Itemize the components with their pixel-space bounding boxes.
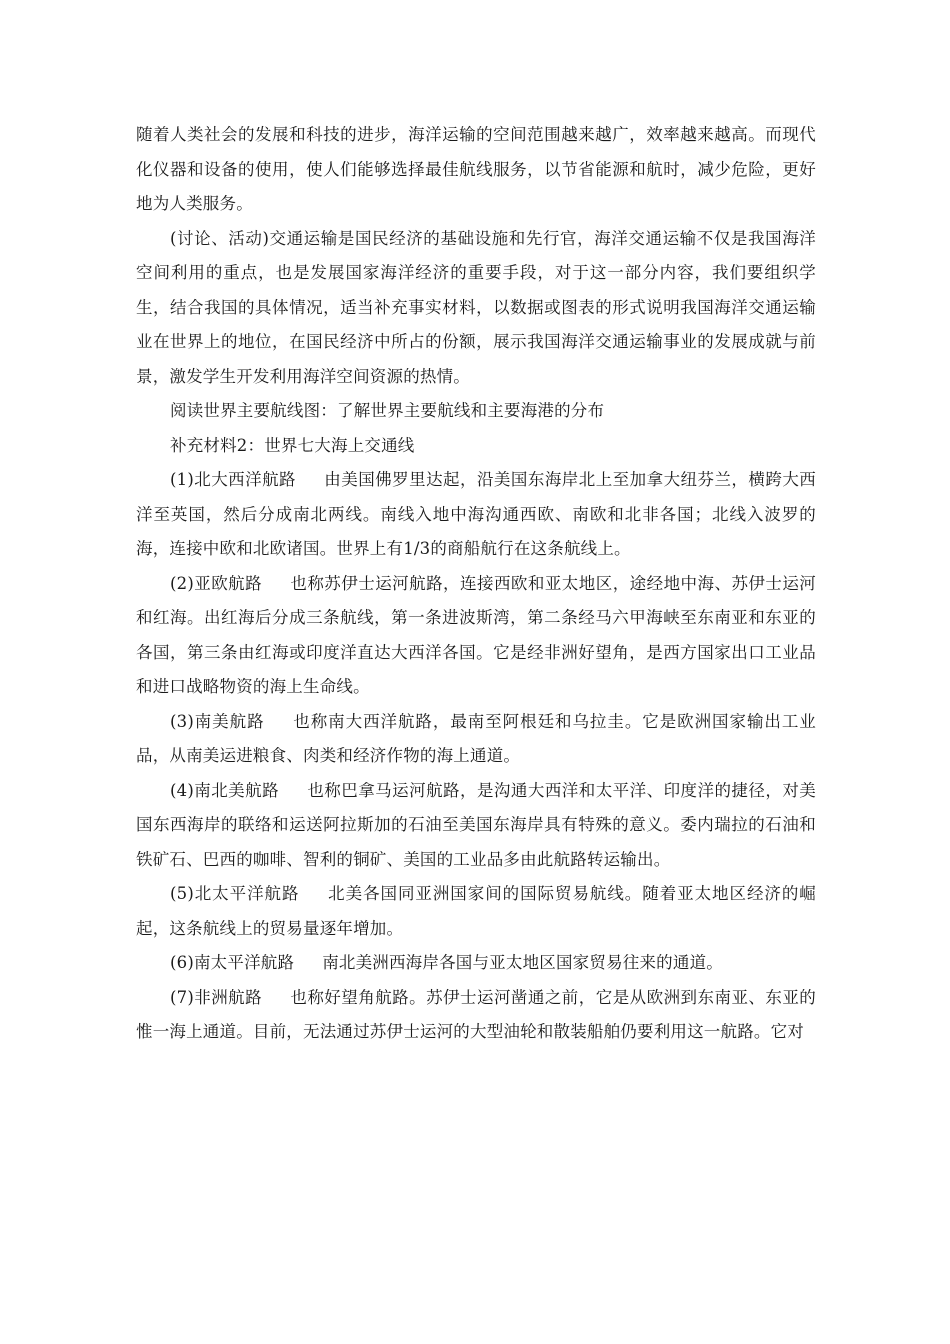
route-description: 南北美洲西海岸各国与亚太地区国家贸易往来的通道。: [322, 953, 723, 972]
route-description: 由美国佛罗里达起，沿美国东海岸北上至加拿大纽芬兰，横跨大西洋至英国，然后分成南北两线。南线入地中海沟通西欧、南欧和北非各国；北线入波罗的海，连接中欧和北欧诸国。世界上有1/3的商船航行在这条航线上。: [136, 470, 816, 558]
route-description: 也称好望角航路。苏伊士运河凿通之前，它是从欧洲到东南亚、东亚的惟一海上通道。目前，无法通过苏伊士运河的大型油轮和散装船舶仍要利用这一航路。它对: [136, 987, 817, 1041]
route-paragraph-south-america: [136, 705, 816, 774]
route-title: (6)南太平洋航路: [170, 953, 295, 972]
document-body: [136, 118, 816, 1050]
route-description: 北美各国同亚洲国家间的国际贸易航线。随着亚太地区经济的崛起，这条航线上的贸易量逐年增加。: [136, 884, 816, 938]
route-title: (5)北太平洋航路: [170, 884, 300, 903]
paragraph-intro: 随着人类社会的发展和科技的进步，海洋运输的空间范围越来越广，效率越来越高。而现代化仪器和设备的使用，使人们能够选择最佳航线服务，以节省能源和航时，减少危险，更好地为人类服务。: [136, 125, 816, 213]
paragraph-supplement-heading: 补充材料2：世界七大海上交通线: [170, 435, 415, 455]
paragraph-discussion: (讨论、活动)交通运输是国民经济的基础设施和先行官，海洋交通运输不仅是我国海洋空间利用的重点，也是发展国家海洋经济的重要手段，对于这一部分内容，我们要组织学生，结合我国的具体情况，适当补充事实材料，以数据或图表的形式说明我国海洋交通运输业在世界上的地位，在国民经济中所占的份额，展示我国海洋交通运输事业的发展成就与前景，激发学生开发利用海洋空间资源的热情。: [136, 228, 816, 386]
route-paragraph-north-south-america: [136, 774, 816, 878]
route-title: (7)非洲航路: [170, 987, 263, 1007]
route-title: (2)亚欧航路: [170, 573, 263, 593]
route-description: 也称巴拿马运河航路，是沟通大西洋和太平洋、印度洋的捷径，对美国东西海岸的联络和运送阿拉斯加的石油至美国东海岸具有特殊的意义。委内瑞拉的石油和铁矿石、巴西的咖啡、智利的铜矿、美国的工业品多由此航路转运输出。: [136, 780, 816, 869]
route-title: (1)北大西洋航路: [170, 470, 297, 489]
route-description: 也称苏伊士运河航路，连接西欧和亚太地区，途经地中海、苏伊士运河和红海。出红海后分成三条航线，第一条进波斯湾，第二条经马六甲海峡至东南亚和东亚的各国，第三条由红海或印度洋直达大西洋各国。它是经非洲好望角，是西方国家出口工业品和进口战略物资的海上生命线。: [136, 573, 817, 696]
route-paragraph-north-atlantic: [136, 463, 816, 567]
route-paragraph-south-pacific: [136, 946, 816, 981]
paragraph-read-map: 阅读世界主要航线图：了解世界主要航线和主要海港的分布: [170, 401, 605, 420]
route-title: (3)南美航路: [170, 711, 265, 731]
route-paragraph-africa: [136, 981, 816, 1050]
route-paragraph-north-pacific: [136, 877, 816, 946]
route-title: (4)南北美航路: [170, 780, 280, 800]
route-paragraph-asia-europe: [136, 567, 816, 705]
route-description: 也称南大西洋航路，最南至阿根廷和乌拉圭。它是欧洲国家输出工业品，从南美运进粮食、肉类和经济作物的海上通道。: [136, 711, 817, 765]
